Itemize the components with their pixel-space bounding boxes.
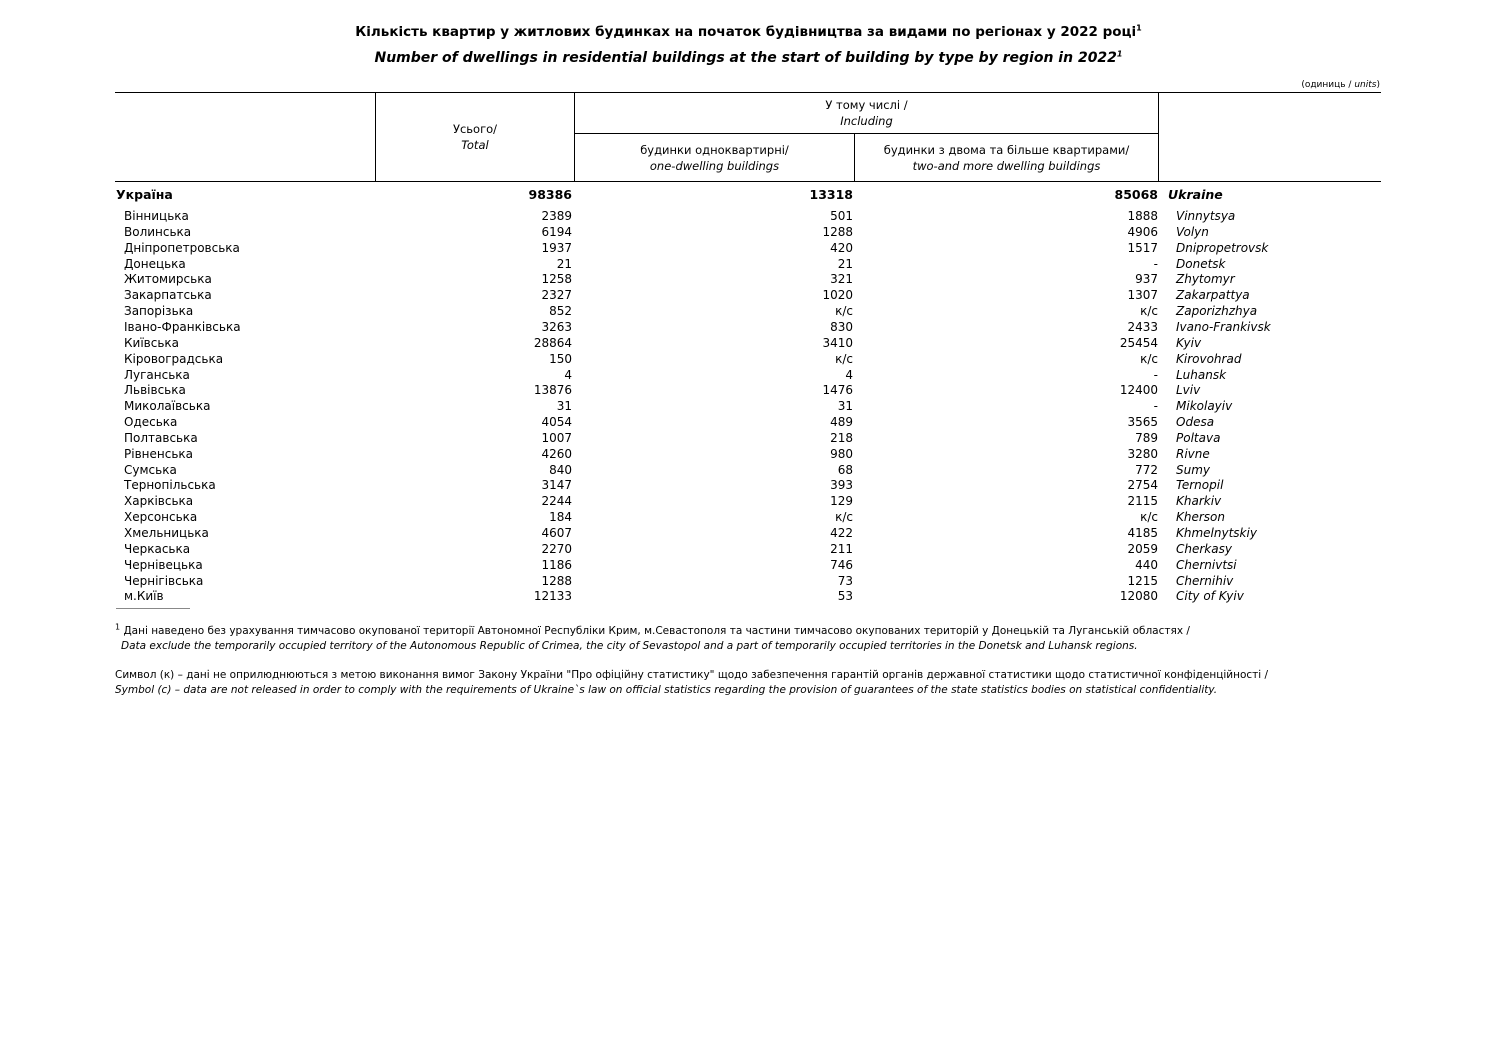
cell-region-ua: Івано-Франківська (124, 319, 241, 334)
cell-region-ua: Миколаївська (124, 399, 211, 414)
cell-region-en: Vinnytsya (1176, 209, 1236, 223)
cell-region-ua: Рівненська (124, 446, 193, 461)
cell-region-en: Volyn (1176, 224, 1209, 239)
cell-total: 31 (556, 399, 572, 414)
cell-region-ua: Житомирська (124, 272, 212, 287)
cell-two-dwelling: 2059 (1127, 541, 1158, 556)
cell-one-dwelling: 501 (830, 209, 853, 223)
table-row (0, 588, 1497, 604)
cell-region-ua: Вінницька (124, 209, 189, 223)
cell-total: 3147 (541, 478, 572, 493)
cell-total: 4260 (541, 446, 572, 461)
cell-region-ua: Одеська (124, 415, 178, 430)
units-close: ) (1376, 80, 1380, 90)
cell-total: 6194 (541, 224, 572, 239)
cell-total: 21 (556, 256, 572, 271)
table-row (0, 351, 1497, 367)
cell-region-en: Cherkasy (1176, 541, 1232, 556)
cell-region-en: Mikolayiv (1176, 399, 1233, 414)
table-top-rule (115, 92, 1381, 93)
cell-one-dwelling: 31 (837, 399, 853, 414)
table-row (0, 462, 1497, 478)
header-including (575, 97, 1158, 129)
cell-region-ua: Херсонська (124, 510, 198, 525)
cell-region-ua: Харківська (124, 494, 194, 509)
cell-region-ua: Запорізька (124, 304, 194, 319)
cell-one-dwelling: 489 (830, 415, 853, 430)
cell-region-en: Ivano-Frankivsk (1176, 319, 1271, 334)
cell-region-ua: Донецька (124, 256, 186, 271)
symbol-note-en: Symbol (c) – data are not released in order to comply with the requirements of Ukraine`s law on official statistics regarding the provision of guarantees of the state statistics bodies on statistical confidentiality. (115, 684, 1218, 696)
header-total-en: Total (461, 138, 489, 152)
cell-two-dwelling: - (1153, 399, 1158, 414)
cell-two-dwelling: 1307 (1127, 288, 1158, 303)
cell-region-ua: Луганська (124, 367, 190, 382)
cell-two-dwelling: 3280 (1127, 446, 1158, 461)
table-row (0, 208, 1497, 224)
cell-two-dwelling: к/с (1140, 510, 1158, 525)
footnote-1 (115, 624, 1190, 654)
header-two-en: two-and more dwelling buildings (912, 159, 1101, 173)
cell-total: 2270 (541, 541, 572, 556)
cell-one-dwelling: 393 (830, 478, 853, 493)
including-divider-rule (575, 133, 1159, 134)
cell-two-dwelling: 1215 (1127, 573, 1158, 588)
cell-two-dwelling: - (1153, 367, 1158, 382)
table-row (0, 303, 1497, 319)
symbol-note (115, 668, 1268, 698)
cell-total: 4 (564, 367, 572, 382)
cell-two-dwelling: 772 (1135, 462, 1158, 477)
cell-region-en: Kherson (1176, 510, 1225, 525)
units-label (1301, 80, 1380, 90)
table-header-bottom-rule (115, 181, 1381, 182)
symbol-note-ua: Символ (к) – дані не оприлюднюються з метою виконання вимог Закону України "Про офіційну статистику" щодо забезпечення гарантій органів державної статистики щодо статистичної конфіденційності / (115, 669, 1269, 681)
cell-region-ua: Хмельницька (124, 526, 209, 540)
table-row (0, 319, 1497, 335)
cell-region-en: Donetsk (1176, 256, 1226, 271)
header-including-en: Including (840, 114, 893, 128)
cell-total: 1937 (541, 240, 572, 255)
header-one-ua: будинки одноквартирні/ (640, 143, 789, 157)
cell-region-en: Zaporizhzhya (1176, 304, 1258, 319)
cell-total: 4054 (541, 415, 572, 430)
cell-one-dwelling: к/с (835, 304, 853, 319)
cell-region-en: Kharkiv (1176, 494, 1222, 509)
cell-region-en: Poltava (1176, 430, 1221, 445)
cell-region-en: Chernihiv (1176, 573, 1234, 588)
table-row (0, 287, 1497, 303)
table-row (0, 525, 1497, 541)
cell-one-dwelling: 218 (830, 430, 853, 445)
cell-two-dwelling: 1888 (1127, 209, 1158, 223)
title-footnote-mark: 1 (1136, 23, 1142, 33)
cell-one-dwelling: 21 (837, 256, 853, 271)
cell-two-dwelling: 2115 (1127, 494, 1158, 509)
cell-two-dwelling: 12400 (1119, 383, 1158, 398)
cell-one-dwelling: 3410 (822, 335, 853, 350)
table-row-total (0, 187, 1497, 203)
cell-total: 13876 (533, 383, 572, 398)
cell-two-dwelling: 3565 (1127, 415, 1158, 430)
footnote-ua: Дані наведено без урахування тимчасово окупованої території Автономної Республіки Крим, м.Севастополя та частини тимчасово окупованих територій у Донецькій та Луганській областях / (123, 625, 1190, 637)
cell-one-dwelling: 4 (845, 367, 853, 382)
cell-one-dwelling: 746 (830, 557, 853, 572)
cell-one-dwelling: 321 (830, 272, 853, 287)
cell-one-dwelling: 980 (830, 446, 853, 461)
cell-total: 98386 (528, 187, 572, 202)
cell-region-en: Luhansk (1176, 367, 1227, 382)
cell-two-dwelling: 789 (1135, 430, 1158, 445)
cell-region-ua: Волинська (124, 224, 192, 239)
cell-region-en: Zakarpattya (1176, 288, 1250, 303)
table-row (0, 271, 1497, 287)
table-row (0, 430, 1497, 446)
header-two-dwelling (855, 142, 1158, 174)
table-row (0, 446, 1497, 462)
header-including-ua: У тому числі / (825, 98, 908, 112)
cell-region-ua: Черкаська (124, 541, 191, 556)
cell-one-dwelling: 73 (837, 573, 853, 588)
cell-region-en: Ternopil (1176, 478, 1224, 493)
cell-one-dwelling: 830 (830, 319, 853, 334)
header-total-ua: Усього/ (452, 122, 498, 136)
cell-two-dwelling: 937 (1135, 272, 1158, 287)
table-row (0, 477, 1497, 493)
cell-two-dwelling: 12080 (1119, 589, 1158, 604)
header-vline-4 (1158, 92, 1159, 181)
header-one-en: one-dwelling buildings (649, 159, 780, 173)
cell-two-dwelling: 2754 (1127, 478, 1158, 493)
cell-region-ua: м.Київ (124, 589, 164, 604)
cell-total: 12133 (533, 589, 572, 604)
cell-region-en: Ukraine (1168, 187, 1223, 202)
cell-region-ua: Сумська (124, 462, 177, 477)
header-two-ua: будинки з двома та більше квартирами/ (883, 143, 1130, 157)
table-row (0, 335, 1497, 351)
cell-total: 2389 (541, 209, 572, 223)
cell-region-en: Rivne (1176, 446, 1210, 461)
cell-region-en: Zhytomyr (1176, 272, 1235, 287)
cell-total: 2327 (541, 288, 572, 303)
cell-two-dwelling: к/с (1140, 351, 1158, 366)
cell-total: 1186 (541, 557, 572, 572)
units-en: units (1354, 80, 1377, 90)
cell-one-dwelling: 129 (830, 494, 853, 509)
cell-one-dwelling: 13318 (809, 187, 853, 202)
footnote-en: Data exclude the temporarily occupied territory of the Autonomous Republic of Crimea, the city of Sevastopol and a part of temporarily occupied territories in the Donetsk and Luhansk regions. (121, 640, 1138, 652)
cell-one-dwelling: 68 (837, 462, 853, 477)
cell-total: 3263 (541, 319, 572, 334)
cell-total: 184 (549, 510, 572, 525)
cell-region-ua: Тернопільська (124, 478, 216, 493)
cell-one-dwelling: 420 (830, 240, 853, 255)
cell-one-dwelling: 1288 (822, 224, 853, 239)
units-ua: (одиниць / (1301, 80, 1352, 90)
cell-one-dwelling: 422 (830, 526, 853, 540)
cell-region-ua: Чернівецька (124, 557, 203, 572)
cell-two-dwelling: 4185 (1127, 526, 1158, 540)
footnote-mark: 1 (115, 622, 121, 632)
cell-region-ua: Чернігівська (124, 573, 204, 588)
cell-total: 852 (549, 304, 572, 319)
table-row (0, 557, 1497, 573)
cell-total: 1007 (541, 430, 572, 445)
cell-one-dwelling: 1476 (822, 383, 853, 398)
cell-region-en: City of Kyiv (1176, 589, 1244, 604)
cell-total: 1258 (541, 272, 572, 287)
cell-region-ua: Дніпропетровська (124, 240, 240, 255)
table-row (0, 240, 1497, 256)
table-row (0, 541, 1497, 557)
cell-two-dwelling: к/с (1140, 304, 1158, 319)
cell-region-ua: Закарпатська (124, 288, 212, 303)
cell-one-dwelling: к/с (835, 351, 853, 366)
table-row (0, 414, 1497, 430)
cell-two-dwelling: 440 (1135, 557, 1158, 572)
table-row (0, 573, 1497, 589)
table-row (0, 398, 1497, 414)
cell-region-ua: Полтавська (124, 430, 198, 445)
cell-region-en: Odesa (1176, 415, 1215, 430)
cell-region-en: Dnipropetrovsk (1176, 240, 1269, 255)
cell-region-en: Kyiv (1176, 335, 1202, 350)
cell-region-en: Kirovohrad (1176, 351, 1242, 366)
cell-one-dwelling: к/с (835, 510, 853, 525)
cell-region-en: Chernivtsi (1176, 557, 1237, 572)
cell-region-en: Khmelnytskiy (1176, 526, 1257, 540)
footnote-separator (116, 608, 190, 609)
table-row (0, 256, 1497, 272)
table-row (0, 224, 1497, 240)
cell-two-dwelling: 25454 (1119, 335, 1158, 350)
cell-region-ua: Україна (116, 187, 173, 202)
title-en-text: Number of dwellings in residential buildings at the start of building by type by region in 2022 (374, 50, 1117, 66)
cell-region-en: Sumy (1176, 462, 1211, 477)
cell-two-dwelling: 2433 (1127, 319, 1158, 334)
cell-total: 1288 (541, 573, 572, 588)
title-en-footnote-mark: 1 (1116, 49, 1123, 59)
cell-one-dwelling: 53 (837, 589, 853, 604)
cell-total: 2244 (541, 494, 572, 509)
cell-two-dwelling: 1517 (1127, 240, 1158, 255)
table-row (0, 509, 1497, 525)
cell-total: 28864 (533, 335, 572, 350)
title-ua-text: Кількість квартир у житлових будинках на початок будівництва за видами по регіонах у 2022 році (355, 24, 1137, 40)
page-title-ua (0, 24, 1497, 40)
table-row (0, 367, 1497, 383)
cell-two-dwelling: 4906 (1127, 224, 1158, 239)
cell-region-ua: Кіровоградська (124, 351, 224, 366)
cell-total: 150 (549, 351, 572, 366)
cell-total: 4607 (541, 526, 572, 540)
cell-two-dwelling: 85068 (1114, 187, 1158, 202)
cell-total: 840 (549, 462, 572, 477)
cell-region-ua: Київська (124, 335, 179, 350)
table-row (0, 493, 1497, 509)
header-one-dwelling (575, 142, 854, 174)
cell-one-dwelling: 211 (830, 541, 853, 556)
page-title-en (0, 50, 1497, 66)
cell-region-ua: Львівська (124, 383, 186, 398)
cell-two-dwelling: - (1153, 256, 1158, 271)
header-total (376, 121, 574, 153)
cell-region-en: Lviv (1176, 383, 1201, 398)
table-row (0, 382, 1497, 398)
cell-one-dwelling: 1020 (822, 288, 853, 303)
